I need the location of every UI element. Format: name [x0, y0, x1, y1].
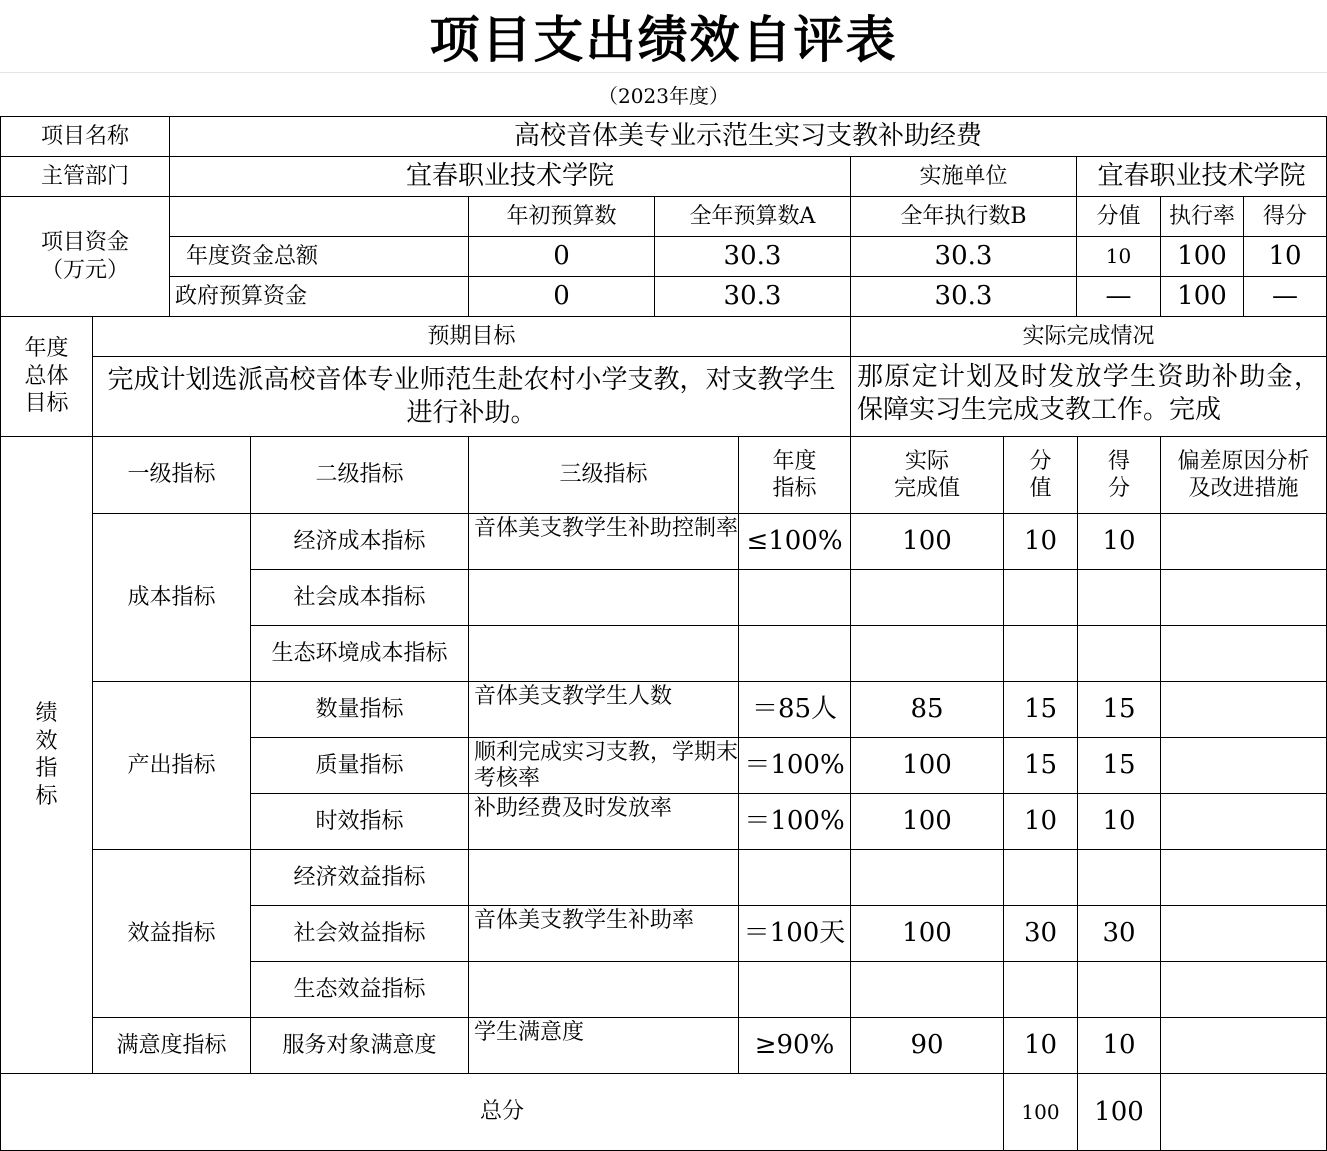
project-name-value: 高校音体美专业示范生实习支教补助经费: [170, 116, 1327, 157]
score-cell: 10: [1078, 514, 1161, 570]
deviation-header: 偏差原因分析 及改进措施: [1161, 437, 1327, 514]
full-budget-header: 全年预算数A: [655, 197, 851, 237]
lvl2-cell: 经济效益指标: [251, 850, 469, 906]
lvl3-cell: [469, 626, 739, 682]
lvl3-cell: 音体美支教学生人数: [469, 682, 739, 738]
funds-header-blank: [170, 197, 469, 237]
gov-full: 30.3: [655, 277, 851, 317]
deviation-cell: [1161, 906, 1327, 962]
lvl2-header: 二级指标: [251, 437, 469, 514]
cat-benefit: 效益指标: [93, 850, 251, 1018]
lvl3-cell: [469, 850, 739, 906]
score-cell: 30: [1078, 906, 1161, 962]
dept-label: 主管部门: [0, 157, 170, 197]
deviation-cell: [1161, 962, 1327, 1018]
lvl3-cell: [469, 962, 739, 1018]
lvl3-cell: 补助经费及时发放率: [469, 794, 739, 850]
value-cell: 10: [1004, 794, 1078, 850]
lvl2-cell: 时效指标: [251, 794, 469, 850]
value-cell: 10: [1004, 514, 1078, 570]
score-cell: [1078, 570, 1161, 626]
deviation-cell: [1161, 850, 1327, 906]
lvl2-cell: 经济成本指标: [251, 514, 469, 570]
score-cell: 15: [1078, 682, 1161, 738]
value-cell: 30: [1004, 906, 1078, 962]
page-title: 项目支出绩效自评表: [429, 11, 898, 69]
value-cell: 15: [1004, 682, 1078, 738]
lvl2-cell: 生态环境成本指标: [251, 626, 469, 682]
dept-value: 宜春职业技术学院: [170, 157, 851, 197]
target-cell: [739, 570, 851, 626]
deviation-cell: [1161, 794, 1327, 850]
actual-cell: 100: [851, 514, 1004, 570]
target-cell: ＝100%: [739, 794, 851, 850]
funds-label: 项目资金 （万元）: [0, 197, 170, 317]
actual-cell: [851, 570, 1004, 626]
score-cell: 10: [1078, 1018, 1161, 1074]
actual-cell: 100: [851, 906, 1004, 962]
target-cell: [739, 626, 851, 682]
actual-goal-text: 那原定计划及时发放学生资助补助金，保障实习生完成支教工作。完成: [851, 357, 1327, 437]
cat-satisfaction: 满意度指标: [93, 1018, 251, 1074]
gov-rate: 100: [1161, 277, 1244, 317]
total-full: 30.3: [655, 237, 851, 277]
exec-rate-header: 执行率: [1161, 197, 1244, 237]
project-name-label: 项目名称: [0, 116, 170, 157]
lvl2-cell: 社会成本指标: [251, 570, 469, 626]
deviation-cell: [1161, 1018, 1327, 1074]
deviation-cell: [1161, 738, 1327, 794]
actual-cell: 90: [851, 1018, 1004, 1074]
target-cell: ≥90%: [739, 1018, 851, 1074]
lvl3-cell: 音体美支教学生补助率: [469, 906, 739, 962]
score-value-header: 分值: [1077, 197, 1161, 237]
gov-score: —: [1244, 277, 1327, 317]
lvl2-cell: 数量指标: [251, 682, 469, 738]
actual-value-header: 实际 完成值: [851, 437, 1004, 514]
score-value-header-2: 分 值: [1004, 437, 1078, 514]
year-label: （2023年度）: [598, 84, 729, 108]
score-cell: [1078, 850, 1161, 906]
impl-unit-label: 实施单位: [851, 157, 1077, 197]
cat-output: 产出指标: [93, 682, 251, 850]
actual-cell: [851, 962, 1004, 1018]
full-exec-header: 全年执行数B: [851, 197, 1077, 237]
annual-index-header: 年度 指标: [739, 437, 851, 514]
impl-unit-value: 宜春职业技术学院: [1077, 157, 1327, 197]
lvl2-cell: 生态效益指标: [251, 962, 469, 1018]
total-exec: 30.3: [851, 237, 1077, 277]
value-cell: [1004, 850, 1078, 906]
lvl3-cell: 音体美支教学生补助控制率: [469, 514, 739, 570]
deviation-cell: [1161, 626, 1327, 682]
target-cell: [739, 850, 851, 906]
score-cell: 15: [1078, 738, 1161, 794]
score-cell: [1078, 626, 1161, 682]
total-value: 10: [1077, 237, 1161, 277]
actual-cell: 100: [851, 738, 1004, 794]
value-cell: 15: [1004, 738, 1078, 794]
gov-funds-label: 政府预算资金: [170, 277, 469, 317]
lvl3-cell: 学生满意度: [469, 1018, 739, 1074]
target-cell: ＝100天: [739, 906, 851, 962]
init-budget-header: 年初预算数: [469, 197, 655, 237]
total-score: 10: [1244, 237, 1327, 277]
actual-cell: [851, 626, 1004, 682]
total-rate: 100: [1161, 237, 1244, 277]
total-deviation: [1161, 1074, 1327, 1151]
actual-cell: [851, 850, 1004, 906]
total-score-value: 100: [1004, 1074, 1078, 1151]
deviation-cell: [1161, 514, 1327, 570]
total-init: 0: [469, 237, 655, 277]
target-cell: [739, 962, 851, 1018]
actual-cell: 85: [851, 682, 1004, 738]
total-label: 总分: [0, 1074, 1004, 1151]
gov-exec: 30.3: [851, 277, 1077, 317]
cat-cost: 成本指标: [93, 514, 251, 682]
target-cell: ≤100%: [739, 514, 851, 570]
value-cell: [1004, 962, 1078, 1018]
gov-value: —: [1077, 277, 1161, 317]
perf-label: 绩 效 指 标: [0, 437, 93, 1074]
annual-goal-label: 年度 总体 目标: [0, 317, 93, 437]
lvl3-header: 三级指标: [469, 437, 739, 514]
expected-goal-header: 预期目标: [93, 317, 851, 357]
lvl1-header: 一级指标: [93, 437, 251, 514]
expected-goal-text: 完成计划选派高校音体专业师范生赴农村小学支教，对支教学生进行补助。: [93, 357, 851, 437]
total-funds-label: 年度资金总额: [170, 237, 469, 277]
value-cell: [1004, 626, 1078, 682]
lvl2-cell: 质量指标: [251, 738, 469, 794]
score-header: 得分: [1244, 197, 1327, 237]
value-cell: [1004, 570, 1078, 626]
total-score-result: 100: [1078, 1074, 1161, 1151]
lvl2-cell: 社会效益指标: [251, 906, 469, 962]
target-cell: ＝100%: [739, 738, 851, 794]
lvl2-cell: 服务对象满意度: [251, 1018, 469, 1074]
actual-goal-header: 实际完成情况: [851, 317, 1327, 357]
lvl3-cell: [469, 570, 739, 626]
gov-init: 0: [469, 277, 655, 317]
score-cell: [1078, 962, 1161, 1018]
target-cell: ＝85人: [739, 682, 851, 738]
actual-cell: 100: [851, 794, 1004, 850]
deviation-cell: [1161, 682, 1327, 738]
score-cell: 10: [1078, 794, 1161, 850]
score-header-2: 得 分: [1078, 437, 1161, 514]
lvl3-cell: 顺利完成实习支教，学期末考核率: [469, 738, 739, 794]
deviation-cell: [1161, 570, 1327, 626]
value-cell: 10: [1004, 1018, 1078, 1074]
